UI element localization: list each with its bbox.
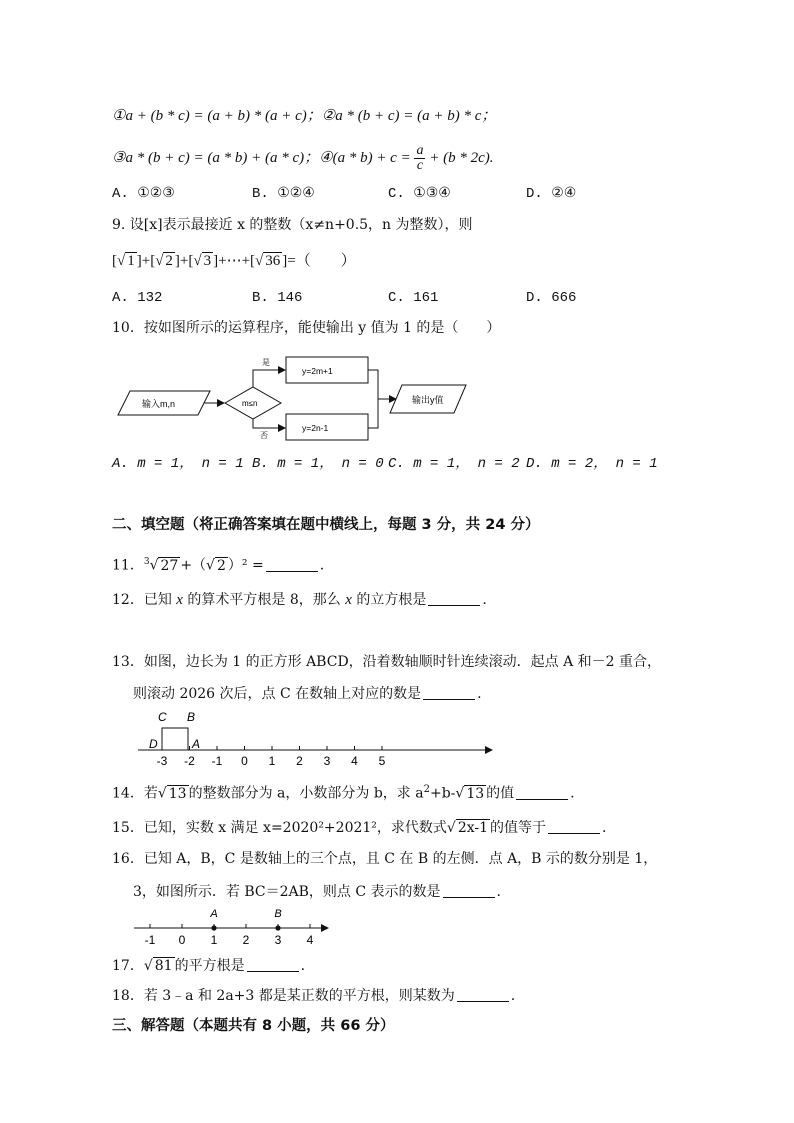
q14-text: 14．若: [112, 785, 158, 802]
flow-no-label: 否: [260, 431, 268, 440]
q8-sep1: ；: [306, 108, 322, 124]
q10-option-d[interactable]: D. m = 2， n = 1: [526, 456, 658, 472]
flow-decision-label: m≤n: [242, 399, 258, 408]
q10-option-c[interactable]: C. m = 1， n = 2: [388, 456, 520, 472]
q18-answer-blank[interactable]: [457, 987, 509, 1002]
q14-text: 的整数部分为 a，小数部分为 b，求 a: [188, 785, 424, 802]
q9-answer-paren: ]=（ ）: [282, 253, 356, 269]
q11-line: 11．$^3$√ 27 +（√ 2 ）² = .: [112, 557, 325, 574]
point-A: [211, 925, 216, 930]
q8-end1: ；: [481, 108, 497, 124]
q8-option-b[interactable]: B. ①②④: [252, 186, 315, 202]
q9-expression: [√ 1 ]+[√ 2 ]+[√ 3 ]+⋯+[√ 36 ]=（ ）: [112, 253, 356, 269]
q9-option-c[interactable]: C. 161: [388, 290, 439, 306]
q9-radicand-3: 3: [203, 253, 212, 269]
tick-label: 0: [178, 933, 186, 947]
q13-line2: [133, 684, 482, 704]
tick-label: 4: [351, 754, 358, 768]
q11-answer-blank[interactable]: [266, 557, 318, 572]
q16-line2: [133, 882, 501, 902]
q16-number-line: [130, 904, 340, 950]
q18-line: [112, 986, 515, 1006]
q15-end: .: [602, 820, 607, 836]
q9-stem: 9. 设[x]表示最接近 x 的整数（x≠n+0.5，n 为整数），则: [112, 217, 473, 233]
tick-label: 3: [274, 933, 282, 947]
q17-end: .: [300, 958, 306, 974]
tick-label: 0: [241, 754, 248, 768]
q15-text: 15．已知，实数 x 满足 x=2020²+2021²，求代数式: [112, 820, 447, 836]
q9-radicand-1: 1: [127, 253, 135, 269]
q8-option-a[interactable]: A. ①②③: [112, 186, 175, 202]
q11-radicand-2: 2: [216, 557, 226, 574]
tick-label: -1: [144, 933, 156, 947]
tick-label: 1: [210, 933, 218, 947]
q17-radicand: 81: [154, 958, 173, 974]
q13-end: .: [477, 686, 482, 702]
q8-option-c[interactable]: C. ①③④: [388, 186, 451, 202]
label-C: C: [158, 710, 167, 724]
frac-den: c: [416, 158, 424, 173]
q9-option-a[interactable]: A. 132: [112, 290, 163, 306]
tick-label: 2: [242, 933, 250, 947]
q17-answer-blank[interactable]: [247, 957, 299, 972]
flow-merge-line: [368, 370, 378, 428]
q13-text: 则滚动 2026 次后，点 C 在数轴上对应的数是: [133, 686, 422, 702]
q12-answer-blank[interactable]: [428, 591, 480, 606]
label-A: A: [192, 737, 201, 751]
flow-top-box-label: y=2m+1: [302, 366, 333, 376]
tick-label: -2: [184, 754, 195, 768]
label-B: B: [187, 710, 196, 724]
q11-mid: +（: [180, 557, 207, 574]
q8-eq1: ①a + (b * c) = (a + b) * (a + c): [112, 108, 307, 124]
q12-text: 的算术平方根是 8，那么: [182, 592, 346, 608]
q9-radicand-36: 36: [265, 253, 281, 269]
tick-label: 1: [268, 754, 276, 768]
q13-square: [162, 728, 188, 750]
q10-stem: 10．按如图所示的运算程序，能使输出 y 值为 1 的是（ ）: [112, 320, 501, 336]
q11-number: 11．: [112, 557, 144, 574]
q17-text: 的平方根是: [174, 958, 245, 974]
q8-row1: [112, 106, 496, 126]
flow-input-label: 输入m,n: [142, 399, 176, 409]
q16-line1: 16．已知 A，B，C 是数轴上的三个点，且 C 在 B 的左侧．点 A，B 示的数分别是 1，: [112, 851, 658, 867]
q9-option-b[interactable]: B. 146: [252, 290, 303, 306]
q11-root-index: 3: [143, 557, 150, 567]
tick-label: -1: [211, 754, 223, 768]
section-3-title: 三、解答题（本题共有 8 小题，共 66 分）: [112, 1018, 395, 1034]
q15-line: 15．已知，实数 x 满足 x=2020²+2021²，求代数式√ 2x-1 的值等于 .: [112, 820, 607, 836]
q10-option-a[interactable]: A. m = 1， n = 1: [112, 456, 244, 472]
tick-label: 4: [306, 933, 314, 947]
q8-eq4-post: + (b * 2c): [429, 149, 490, 166]
q11-end: .: [319, 557, 325, 574]
q14-text: +b-: [429, 785, 456, 802]
axis-arrow: [321, 924, 329, 932]
tick-label: 5: [378, 754, 386, 768]
q11-radicand-27: 27: [160, 557, 179, 574]
q10-option-b[interactable]: B. m = 1， n = 0: [252, 456, 384, 472]
tick-label: -3: [156, 754, 168, 768]
axis-arrow: [485, 746, 493, 754]
q12-line: [112, 590, 487, 610]
q14-end: .: [570, 785, 575, 802]
q9-bracket: ]+[: [174, 253, 194, 269]
flow-yes-label: 是: [262, 358, 270, 367]
q12-var: x: [176, 592, 183, 608]
q12-var: x: [345, 592, 352, 608]
q13-number-line: [130, 708, 500, 768]
q15-radicand: 2x-1: [457, 820, 489, 836]
q15-text: 的值等于: [490, 820, 547, 836]
q8-sep2: ；: [304, 149, 320, 166]
q16-answer-blank[interactable]: [443, 883, 495, 898]
q12-text: 的立方根是: [351, 592, 427, 608]
q14-exponent: 2: [423, 784, 430, 795]
q14-line: 14．若√ 13 的整数部分为 a，小数部分为 b，求 $a^2+b-√$ 13 的值 .: [112, 784, 575, 802]
q9-radicand-2: 2: [165, 253, 173, 269]
q11-tail: ）² =: [227, 557, 264, 574]
flow-output-label: 输出y值: [412, 395, 444, 405]
q8-eq3: ③a * (b + c) = (a * b) + (a * c): [112, 149, 305, 166]
q14-answer-blank[interactable]: [516, 785, 568, 800]
q13-line1: 13．如图，边长为 1 的正方形 ABCD，沿着数轴顺时针连续滚动．起点 A 和－2 重合，: [112, 654, 662, 670]
q16-end: .: [496, 884, 501, 900]
q9-option-d[interactable]: D. 666: [526, 290, 577, 306]
q18-end: .: [510, 988, 516, 1004]
flow-bottom-box-label: y=2n-1: [302, 423, 329, 433]
q8-row2: [112, 144, 494, 173]
q12-end: .: [482, 592, 487, 608]
q17-text: 17．: [112, 958, 144, 974]
frac-num: a: [416, 143, 424, 158]
q9-bracket: ]+⋯+[: [213, 253, 256, 269]
point-label-A: A: [210, 908, 218, 920]
q14-radicand-2: 13: [466, 785, 485, 802]
q18-text: 18．若 3﹣a 和 2a+3 都是某正数的平方根，则某数为: [112, 988, 455, 1004]
tick-label: 3: [323, 754, 331, 768]
q14-text: 的值: [486, 785, 515, 802]
flow-no-branch: [253, 419, 285, 428]
q9-bracket: [: [112, 253, 117, 269]
q13-answer-blank[interactable]: [423, 685, 475, 700]
q8-end2: .: [489, 149, 494, 166]
q16-text: 3，如图所示．若 BC＝2AB，则点 C 表示的数是: [133, 884, 441, 900]
label-D: D: [149, 737, 158, 751]
point-label-B: B: [274, 908, 282, 920]
q8-eq2: ②a * (b + c) = (a + b) * c: [321, 108, 482, 124]
q8-eq4-pre: ④(a * b) + c =: [319, 149, 411, 166]
q8-fraction: [414, 144, 425, 173]
q8-option-d[interactable]: D. ②④: [526, 186, 577, 202]
q17-line: 17．√ 81 的平方根是 .: [112, 958, 306, 974]
q10-flowchart: [112, 352, 472, 442]
point-B: [275, 925, 280, 930]
q14-radicand: 13: [168, 785, 187, 802]
q9-bracket: ]+[: [136, 253, 156, 269]
section-2-title: 二、填空题（将正确答案填在题中横线上，每题 3 分，共 24 分）: [112, 517, 540, 533]
q12-text: 12．已知: [112, 592, 177, 608]
flow-yes-branch: [253, 370, 285, 387]
q15-answer-blank[interactable]: [548, 819, 600, 834]
tick-label: 2: [296, 754, 303, 768]
